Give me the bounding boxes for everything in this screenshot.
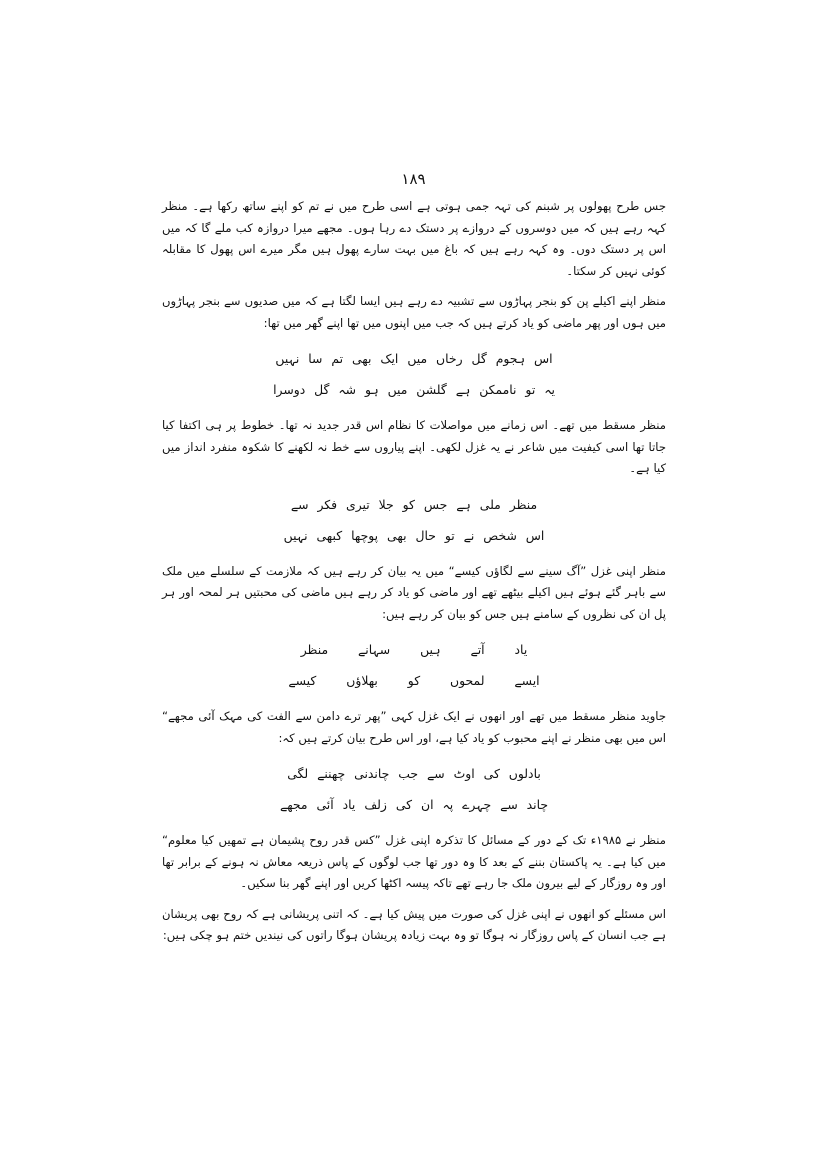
verse-line: بادلوں کی اوٹ سے جب چاندنی چھننے لگی — [287, 766, 541, 781]
couplet-4 — [162, 758, 666, 820]
verse-line: چاند سے چہرے پہ ان کی زلف یاد آئی مجھے — [279, 797, 549, 812]
paragraph-1: جس طرح پھولوں پر شبنم کی تہہ جمی ہوتی ہے اسی طرح میں نے تم کو اپنے ساتھ رکھا ہے۔ منظر کہہ رہے ہیں کہ میں دوسروں کے دروازے پر دستک دے رہا ہوں۔ مجھے میرا دروازہ کب ملے گا کہ میں اس پر دستک دوں۔ وہ کہہ رہے ہیں کہ باغ میں بہت سارے پھول ہیں مگر میرے اس پھول کا مقابلہ کوئی نہیں کر سکتا۔ — [162, 199, 666, 278]
verse-line: اس شخص نے تو حال بھی پوچھا کبھی نہیں — [283, 527, 545, 543]
verse-line: اس ہجوم گل رخاں میں ایک بھی تم سا نہیں — [275, 351, 553, 366]
verse-line: یہ تو ناممکن ہے گلشن میں ہو شہ گل دوسرا — [273, 382, 555, 397]
verse-line: یاد آتے ہیں سہانے منظر — [300, 642, 528, 657]
paragraph-7: اس مسئلے کو انھوں نے اپنی غزل کی صورت میں پیش کیا ہے۔ کہ اتنی پریشانی ہے کہ روح بھی پریشان ہے جب انسان کے پاس روزگار نہ ہوگا تو وہ بہت زیادہ پریشان ہوگا راتوں کی نیندیں ختم ہو چکی ہیں: — [162, 906, 666, 942]
paragraph-5: جاوید منظر مسقط میں تھے اور انھوں نے ایک غزل کہی ”پھر ترے دامن سے الفت کی مہک آئی مجھے“ اس میں بھی منظر نے اپنے محبوب کو یاد کیا ہے، اور اس طرح بیان کرتے ہیں کہ: — [162, 709, 666, 745]
couplet-3 — [162, 634, 666, 696]
paragraph-2: منظر اپنے اکیلے پن کو بنجر پہاڑوں سے تشبیہ دے رہے ہیں ایسا لگتا ہے کہ میں صدیوں سے بنجر پہاڑوں میں ہوں اور پھر ماضی کو یاد کرتے ہیں کہ جب میں اپنوں میں تھا اپنے گھر میں تھا: — [162, 294, 666, 330]
page-content — [162, 196, 666, 956]
couplet-2 — [162, 489, 666, 551]
paragraph-6: منظر نے ۱۹۸۵ء تک کے دور کے مسائل کا تذکرہ اپنی غزل ”کس قدر روح پشیمان ہے تمھیں کیا معلوم“ میں کیا ہے۔ یہ پاکستان بننے کے بعد کا وہ دور تھا جب لوگوں کے پاس ذریعہ معاش نہ ہونے کے برابر تھا اور وہ روزگار کے لیے بیرون ملک جا رہے تھے تاکہ پیسہ اکٹھا کریں اور اپنے گھر بنا سکیں۔ — [162, 833, 666, 890]
couplet-1 — [162, 343, 666, 405]
paragraph-4: منظر اپنی غزل ”آگ سینے سے لگاؤں کیسے“ میں یہ بیان کر رہے ہیں کہ ملازمت کے سلسلے میں ملک سے باہر گئے ہوئے ہیں اکیلے بیٹھے تھے اور ماضی کو یاد کر رہے ہیں ماضی کی محبتیں ہر لمحہ اور ہر پل ان کی نظروں کے سامنے ہیں جس کو بیان کر رہے ہیں: — [162, 563, 666, 621]
page-number: ۱۸۹ — [401, 170, 426, 188]
verse-line: ایسے لمحوں کو بھلاؤں کیسے — [288, 673, 540, 688]
verse-line: منظر ملی ہے جس کو جلا تیری فکر سے — [290, 496, 538, 512]
paragraph-3: منظر مسقط میں تھے۔ اس زمانے میں مواصلات کا نظام اس قدر جدید نہ تھا۔ خطوط پر ہی اکتفا کیا جاتا تھا اسی کیفیت میں شاعر نے یہ غزل لکھی۔ اپنے پیاروں سے خط نہ لکھنے کا شکوہ منفرد انداز میں کیا ہے۔ — [162, 418, 666, 475]
